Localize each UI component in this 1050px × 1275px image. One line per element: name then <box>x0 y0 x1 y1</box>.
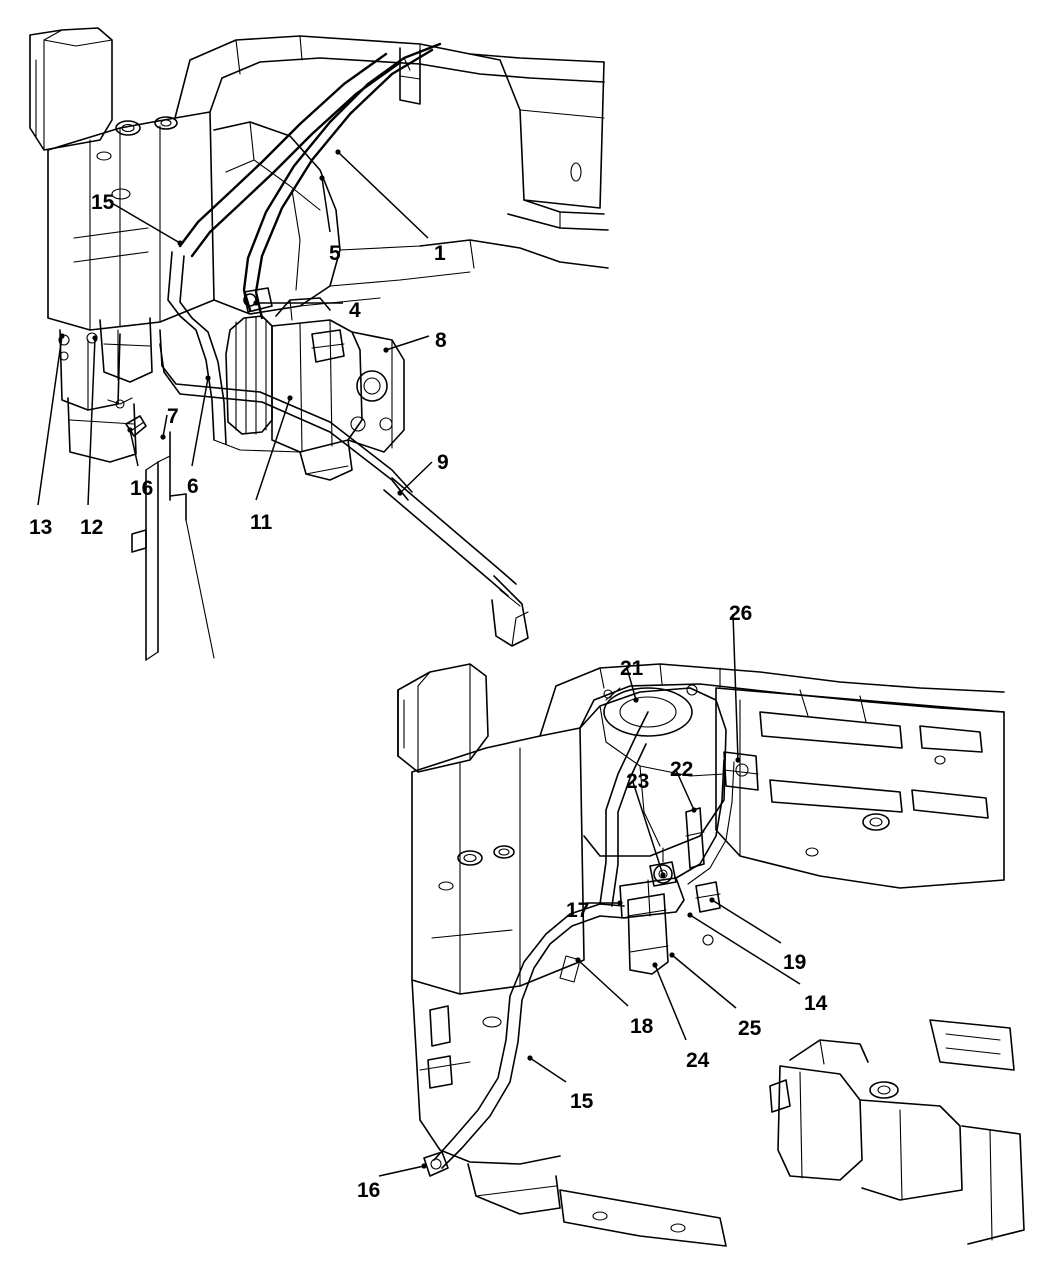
leader-tip-1 <box>335 149 340 154</box>
leader-tip-17 <box>617 900 622 905</box>
leader-tip-22 <box>691 807 696 812</box>
callout-25: 25 <box>738 1017 762 1040</box>
compressor-assembly <box>226 298 404 480</box>
leader-tip-7 <box>160 434 165 439</box>
leader-tip-21 <box>633 697 638 702</box>
callout-4: 4 <box>349 299 361 322</box>
leader-line-25 <box>672 955 736 1008</box>
leader-line-18 <box>578 960 628 1006</box>
callout-15: 15 <box>91 191 115 214</box>
upper-refrigerant-lines <box>108 44 528 646</box>
callout-15: 15 <box>570 1090 594 1113</box>
callout-7: 7 <box>167 405 179 428</box>
callout-23: 23 <box>626 770 650 793</box>
leader-line-23 <box>633 782 663 875</box>
leader-tip-15 <box>177 240 182 245</box>
leader-tip-26 <box>735 757 740 762</box>
leader-tip-16 <box>421 1163 426 1168</box>
leader-tip-4 <box>253 300 258 305</box>
leader-tip-25 <box>669 952 674 957</box>
leader-tip-9 <box>397 490 402 495</box>
callout-1: 1 <box>434 242 446 265</box>
leader-line-11 <box>256 398 290 500</box>
callout-21: 21 <box>620 657 644 680</box>
callout-9: 9 <box>437 451 449 474</box>
leader-tip-18 <box>575 957 580 962</box>
callout-17: 17 <box>566 899 590 922</box>
lower-body-structure <box>398 664 1024 1246</box>
leader-line-6 <box>192 378 208 466</box>
upper-body-structure <box>30 28 608 660</box>
callout-5: 5 <box>329 242 341 265</box>
leader-line-15 <box>530 1058 566 1082</box>
leader-line-19 <box>712 900 781 943</box>
leader-line-13 <box>38 336 62 505</box>
leader-line-9 <box>400 462 432 493</box>
callout-8: 8 <box>435 329 447 352</box>
leader-tip-19 <box>709 897 714 902</box>
callout-13: 13 <box>29 516 53 539</box>
leader-tip-11 <box>287 395 292 400</box>
leader-tip-23 <box>660 872 665 877</box>
leader-tip-8 <box>383 347 388 352</box>
leader-tip-15 <box>527 1055 532 1060</box>
leader-line-1 <box>338 152 428 238</box>
callout-18: 18 <box>630 1015 654 1038</box>
callout-6: 6 <box>187 475 199 498</box>
callout-12: 12 <box>80 516 104 539</box>
callout-26: 26 <box>729 602 753 625</box>
callout-22: 22 <box>670 758 694 781</box>
leader-tip-5 <box>319 175 324 180</box>
leader-tip-24 <box>652 962 657 967</box>
callout-16: 16 <box>357 1179 381 1202</box>
leader-line-16 <box>379 1166 424 1176</box>
leader-tip-6 <box>205 375 210 380</box>
leader-tip-13 <box>59 333 64 338</box>
callout-11: 11 <box>250 511 273 534</box>
leader-tip-12 <box>92 335 97 340</box>
callout-16: 16 <box>130 477 154 500</box>
leader-tip-16 <box>127 427 132 432</box>
leader-line-24 <box>655 965 686 1040</box>
callout-leaders <box>38 149 800 1176</box>
callout-24: 24 <box>686 1049 710 1072</box>
leader-tip-14 <box>687 912 692 917</box>
callout-19: 19 <box>783 951 807 974</box>
callout-14: 14 <box>804 992 828 1015</box>
